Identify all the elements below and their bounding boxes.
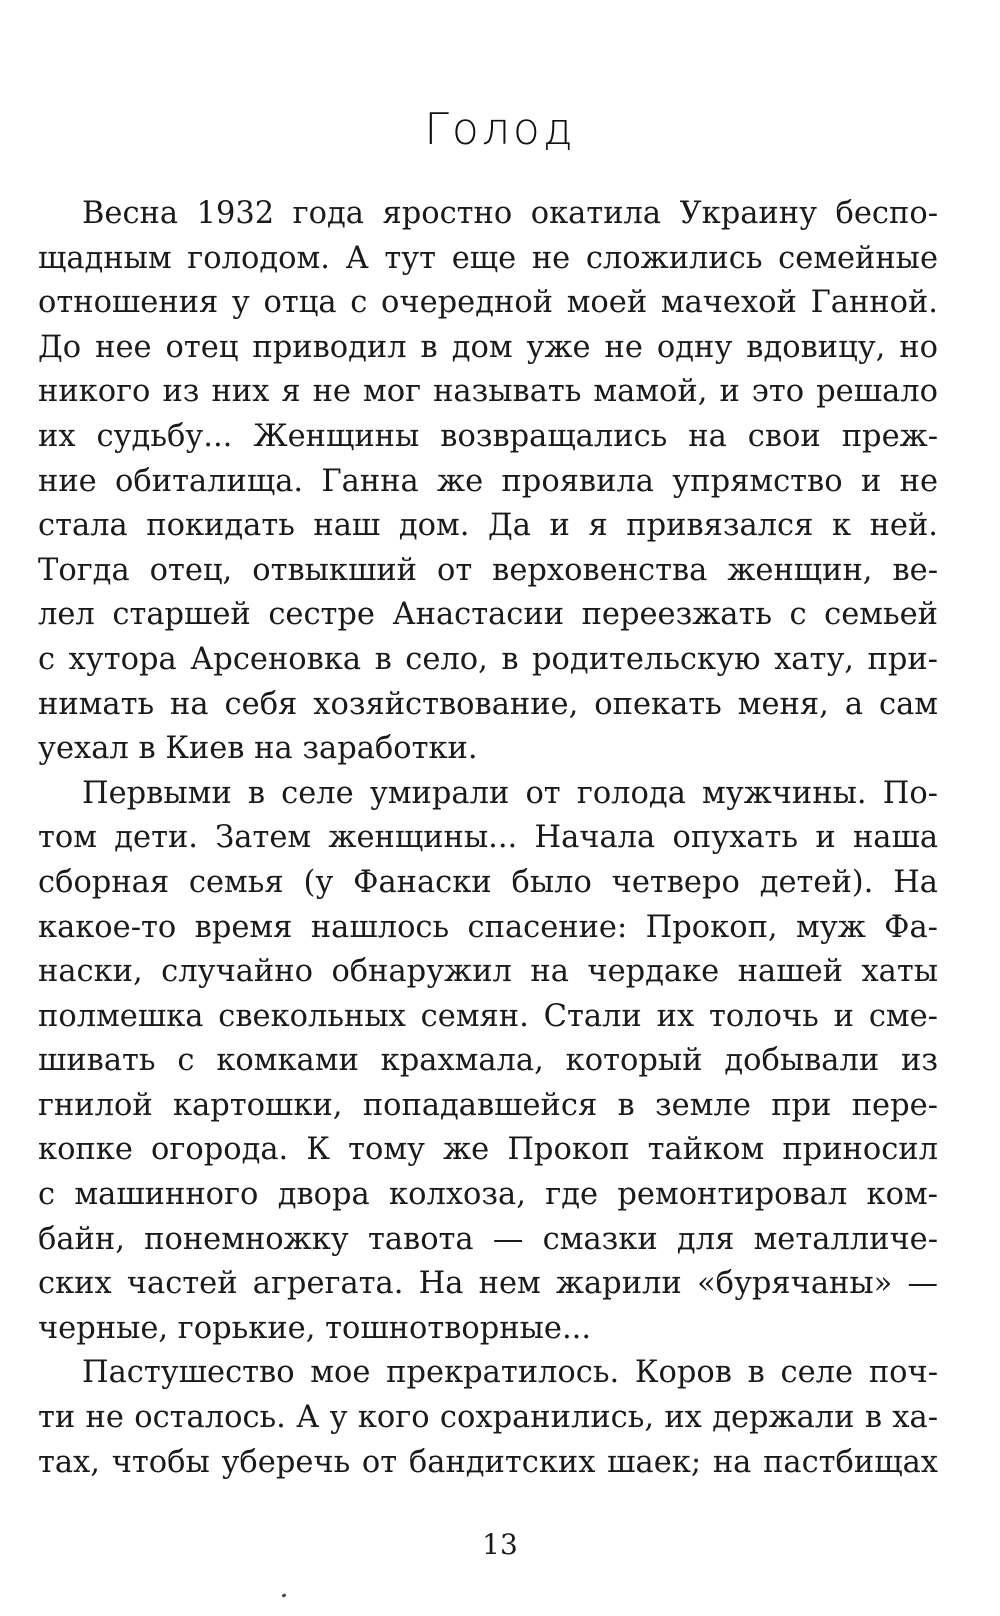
text-line: сборная семья (у Фанаски было четверо детей). На [38,864,938,900]
text-line: Весна 1932 года яростно окатила Украину беспо- [82,196,938,231]
text-line: какое-то время нашлось спасение: Прокоп, муж Фа- [38,909,938,945]
page-number: 13 [482,1528,518,1561]
text-line: отношения у отца с очередной моей мачехой Ганной. [38,285,938,321]
text-line: Тогда отец, отвыкший от верховенства женщин, ве- [38,552,938,588]
body-text [38,192,938,1485]
text-line: копке огорода. К тому же Прокоп тайком приносил [38,1132,938,1168]
text-line: с машинного двора колхоза, где ремонтировал ком- [38,1177,938,1213]
text-line: ние обиталища. Ганна же проявила упрямство и не [38,463,938,499]
text-line: шивать с комками крахмала, который добывали из [38,1043,938,1079]
text-line: черные, горькие, тошнотворные... [38,1310,592,1346]
print-speck [282,1593,287,1598]
text-line: с хутора Арсеновка в село, в родительскую хату, при- [38,641,938,677]
text-line: том дети. Затем женщины... Начала опухать и наша [38,820,938,856]
text-line: байн, понемножку тавота — смазки для металличе- [38,1221,938,1257]
text-line: До нее отец приводил в дом уже не одну вдовицу, но [38,329,938,365]
text-line: Первыми в селе умирали от голода мужчины. По- [82,775,938,811]
text-line: уехал в Киев на заработки. [38,731,478,767]
text-line: полмешка свекольных семян. Стали их толочь и сме- [38,998,938,1034]
text-line: ских частей агрегата. На нем жарили «бурячаны» — [38,1266,938,1302]
chapter-title: Голод [424,104,576,155]
text-line: ти не осталось. А у кого сохранились, их держали в ха- [38,1400,938,1436]
text-line: их судьбу... Женщины возвращались на свои преж- [38,418,938,454]
text-line: Пастушество мое прекратилось. Коров в селе поч- [82,1355,938,1391]
text-line: лел старшей сестре Анастасии переезжать с семьей [38,597,938,633]
text-line: наски, случайно обнаружил на чердаке нашей хаты [38,954,938,990]
text-line: щадным голодом. А тут еще не сложились семейные [38,240,938,276]
text-line: тах, чтобы уберечь от бандитских шаек; на пастбищах [38,1444,938,1480]
text-line: гнилой картошки, попадавшейся в земле при пере- [38,1087,938,1123]
text-line: стала покидать наш дом. Да и я привязался к ней. [38,508,938,544]
text-line: нимать на себя хозяйствование, опекать меня, а сам [38,686,938,722]
text-line: никого из них я не мог называть мамой, и это решало [38,374,938,410]
